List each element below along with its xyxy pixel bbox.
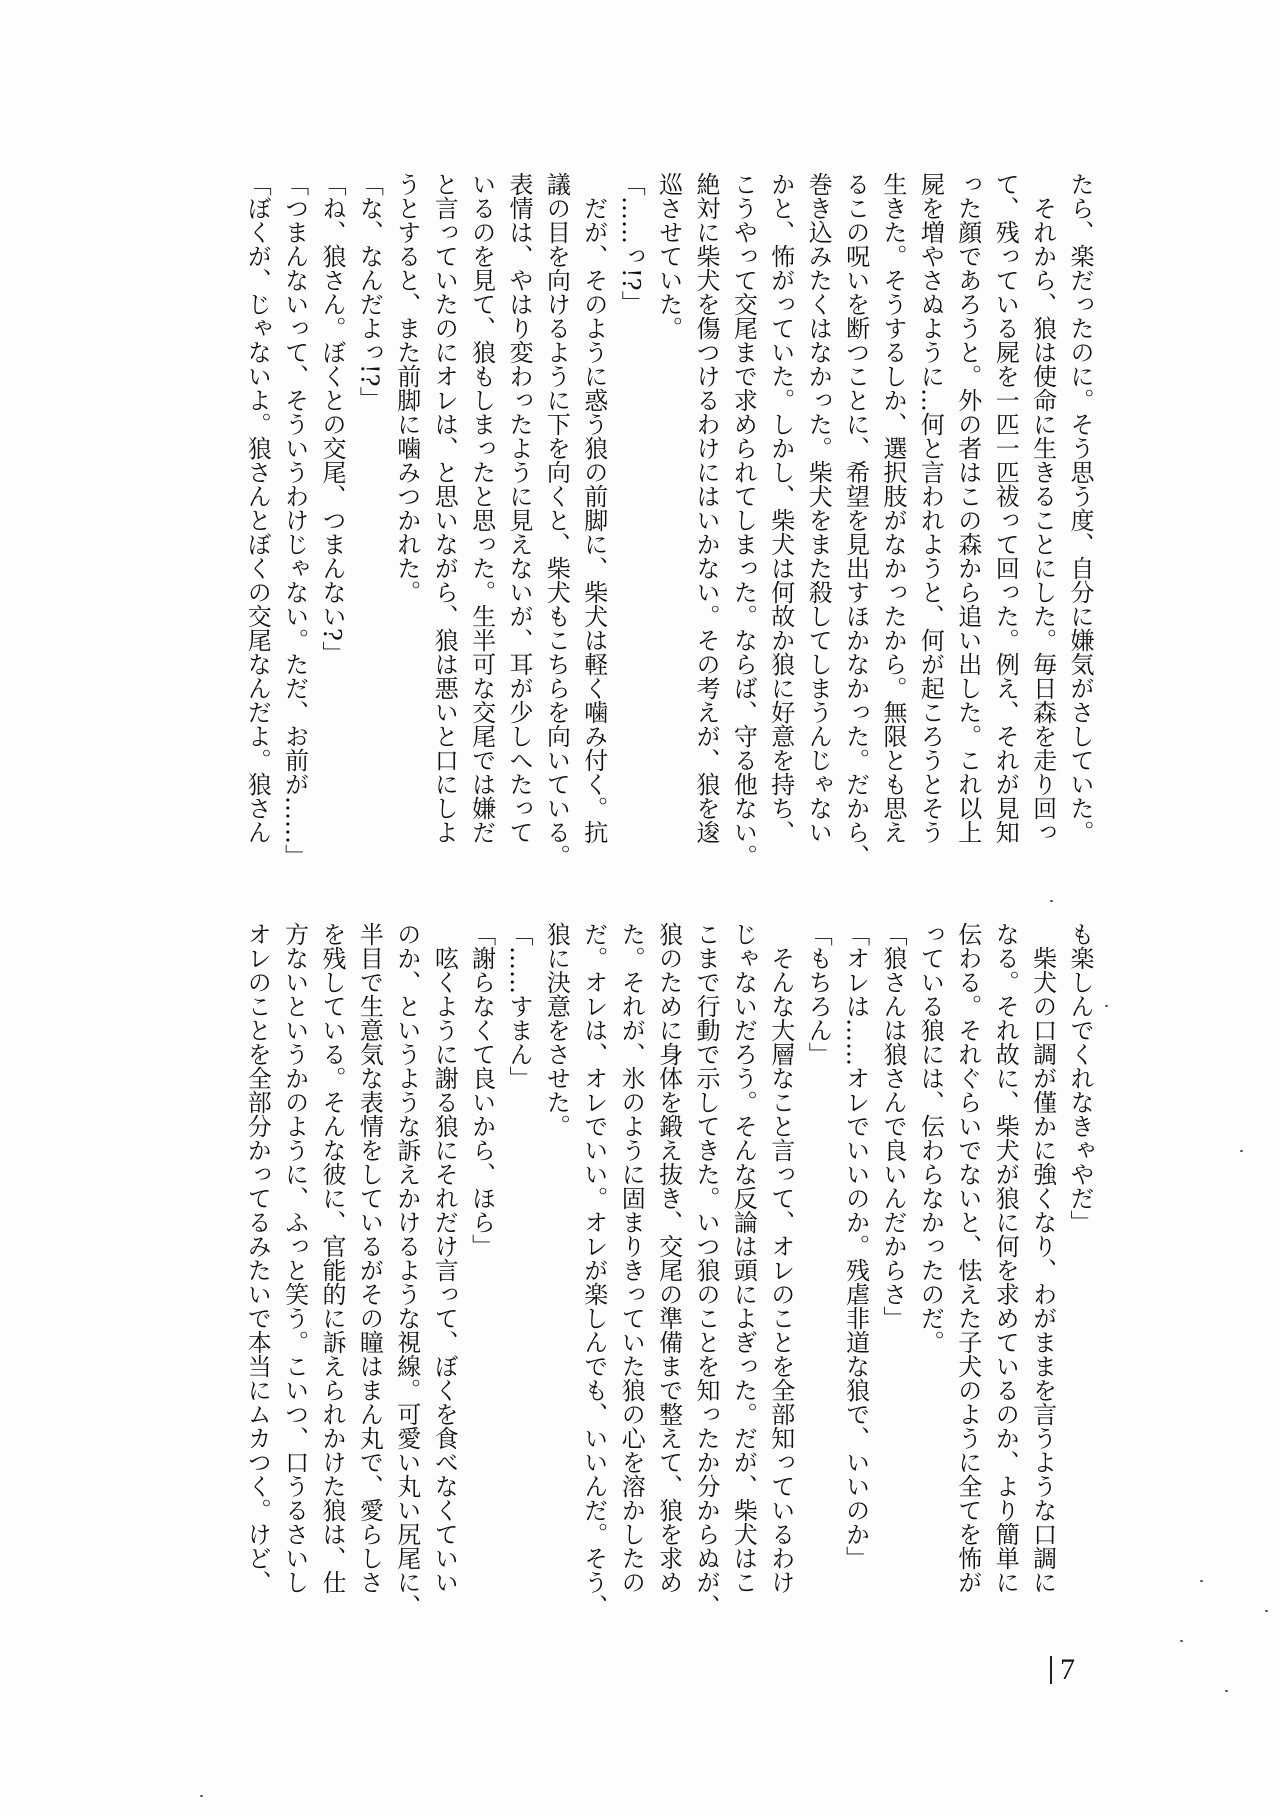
text-column: っている狼には、伝わらなかったのだ。 [916, 922, 945, 1354]
text-column: それから、狼は使命に生きることにした。毎日森を走り回っ [1028, 172, 1057, 844]
text-column: 柴犬の口調が僅かに強くなり、わがままを言うような口調に [1028, 922, 1057, 1594]
page-number: 7 [1060, 1653, 1075, 1686]
text-column: った顔であろうと。外の者はこの森から追い出した。これ以上 [953, 172, 982, 844]
text-column: るこの呪いを断つことに、希望を見出すほかなかった。だから、 [841, 172, 870, 868]
text-column: 「オレは……オレでいいのか。残虐非道な狼で、いいのか」 [841, 922, 870, 1570]
text-column: 屍を増やさぬように…何と言われようと、何が起ころうとそう [916, 172, 945, 844]
text-column: 「ぼくが、じゃないよ。狼さんとぼくの交尾なんだよ。狼さん [243, 172, 272, 844]
text-column: うとすると、また前脚に噛みつかれた。 [392, 172, 421, 604]
text-column: 巡させていた。 [654, 172, 683, 340]
text-column: たら、楽だったのに。そう思う度、自分に嫌気がさしていた。 [1066, 172, 1094, 844]
scan-speck [1225, 1690, 1228, 1692]
text-column: 「ね、狼さん。ぼくとの交尾、つまんない?」 [318, 172, 346, 665]
text-column: 狼に決意をさせた。 [542, 922, 571, 1138]
text-column: だが、そのように惑う狼の前脚に、柴犬は軽く噛み付く。抗 [579, 172, 608, 844]
page-folio [1050, 1652, 1075, 1688]
text-column: こまで行動で示してきた。いつ狼のことを知ったか分からぬが、 [692, 922, 720, 1618]
text-column: 半目で生意気な表情をしているがその瞳はまん丸で、愛らしさ [355, 922, 384, 1594]
text-column: 議の目を向けるように下を向くと、柴犬もこちらを向いている。 [542, 172, 571, 868]
text-column: 「もちろん」 [804, 922, 833, 1066]
text-column: 呟くように謝る狼にそれだけ言って、ぼくを食べなくていい [430, 922, 459, 1594]
folio-divider [1050, 1656, 1052, 1684]
text-column: なる。それ故に、柴犬が狼に何を求めているのか、より簡単に [991, 922, 1020, 1594]
text-column: 「な、なんだよっ!?」 [355, 172, 384, 411]
scan-speck [1050, 900, 1053, 902]
text-column: 伝わる。それぐらいでないと、怯えた子犬のように全てを怖が [953, 922, 982, 1594]
text-column: だ。オレは、オレでいい。オレが楽しんでも、いいんだ。そう、 [579, 922, 608, 1618]
scan-speck [1265, 1610, 1268, 1612]
text-column: じゃないだろう。そんな反論は頭によぎった。だが、柴犬はこ [729, 922, 758, 1594]
text-column: も楽しんでくれなきゃやだ」 [1066, 922, 1094, 1234]
text-column: そんな大層なこと言って、オレのことを全部知っているわけ [766, 922, 795, 1594]
text-column: 絶対に柴犬を傷つけるわけにはいかない。その考えが、狼を逡 [692, 172, 720, 844]
text-block-lower [0, 922, 1280, 1662]
text-column: 生きた。そうするしか、選択肢がなかったから。無限とも思え [879, 172, 907, 844]
text-column: と言っていたのにオレは、と思いながら、狼は悪いと口にしよ [430, 172, 459, 844]
text-column: 「……すまん」 [505, 922, 533, 1090]
text-column: 「謝らなくて良いから、ほら」 [467, 922, 496, 1258]
text-column: のか、というような訴えかけるような視線。可愛い丸い尻尾に、 [392, 922, 421, 1618]
text-column: て、残っている屍を一匹一匹祓って回った。例え、それが見知 [991, 172, 1020, 844]
text-column: こうやって交尾まで求められてしまった。ならば、守る他ない。 [729, 172, 758, 868]
text-column: 巻き込みたくはなかった。柴犬をまた殺してしまうんじゃない [804, 172, 833, 844]
text-column: 方ないというかのように、ふっと笑う。こいつ、口うるさいし [280, 922, 309, 1594]
scan-speck [1105, 1005, 1108, 1007]
text-column: かと、怖がっていた。しかし、柴犬は何故か狼に好意を持ち、 [766, 172, 795, 844]
text-column: 「狼さんは狼さんで良いんだからさ」 [879, 922, 907, 1330]
text-column: 狼のために身体を鍛え抜き、交尾の準備まで整えて、狼を求め [654, 922, 683, 1594]
text-column: 「……っ!?」 [617, 172, 646, 315]
text-block-upper [0, 172, 1280, 912]
text-column: 表情は、やはり変わったように見えないが、耳が少しへたって [505, 172, 533, 844]
scan-speck [200, 1795, 203, 1797]
text-column: オレのことを全部分かってるみたいで本当にムカつく。けど、 [243, 922, 272, 1594]
text-column: た。それが、氷のように固まりきっていた狼の心を溶かしたの [617, 922, 646, 1594]
scan-speck [1200, 1580, 1203, 1582]
scan-speck [1240, 1150, 1243, 1152]
scan-speck [1180, 1640, 1183, 1642]
text-column: いるのを見て、狼もしまったと思った。生半可な交尾では嫌だ [467, 172, 496, 844]
text-column: を残している。そんな彼に、官能的に訴えられかけた狼は、仕 [318, 922, 346, 1594]
text-column: 「つまんないって、そういうわけじゃない。ただ、お前が……」 [280, 172, 309, 868]
